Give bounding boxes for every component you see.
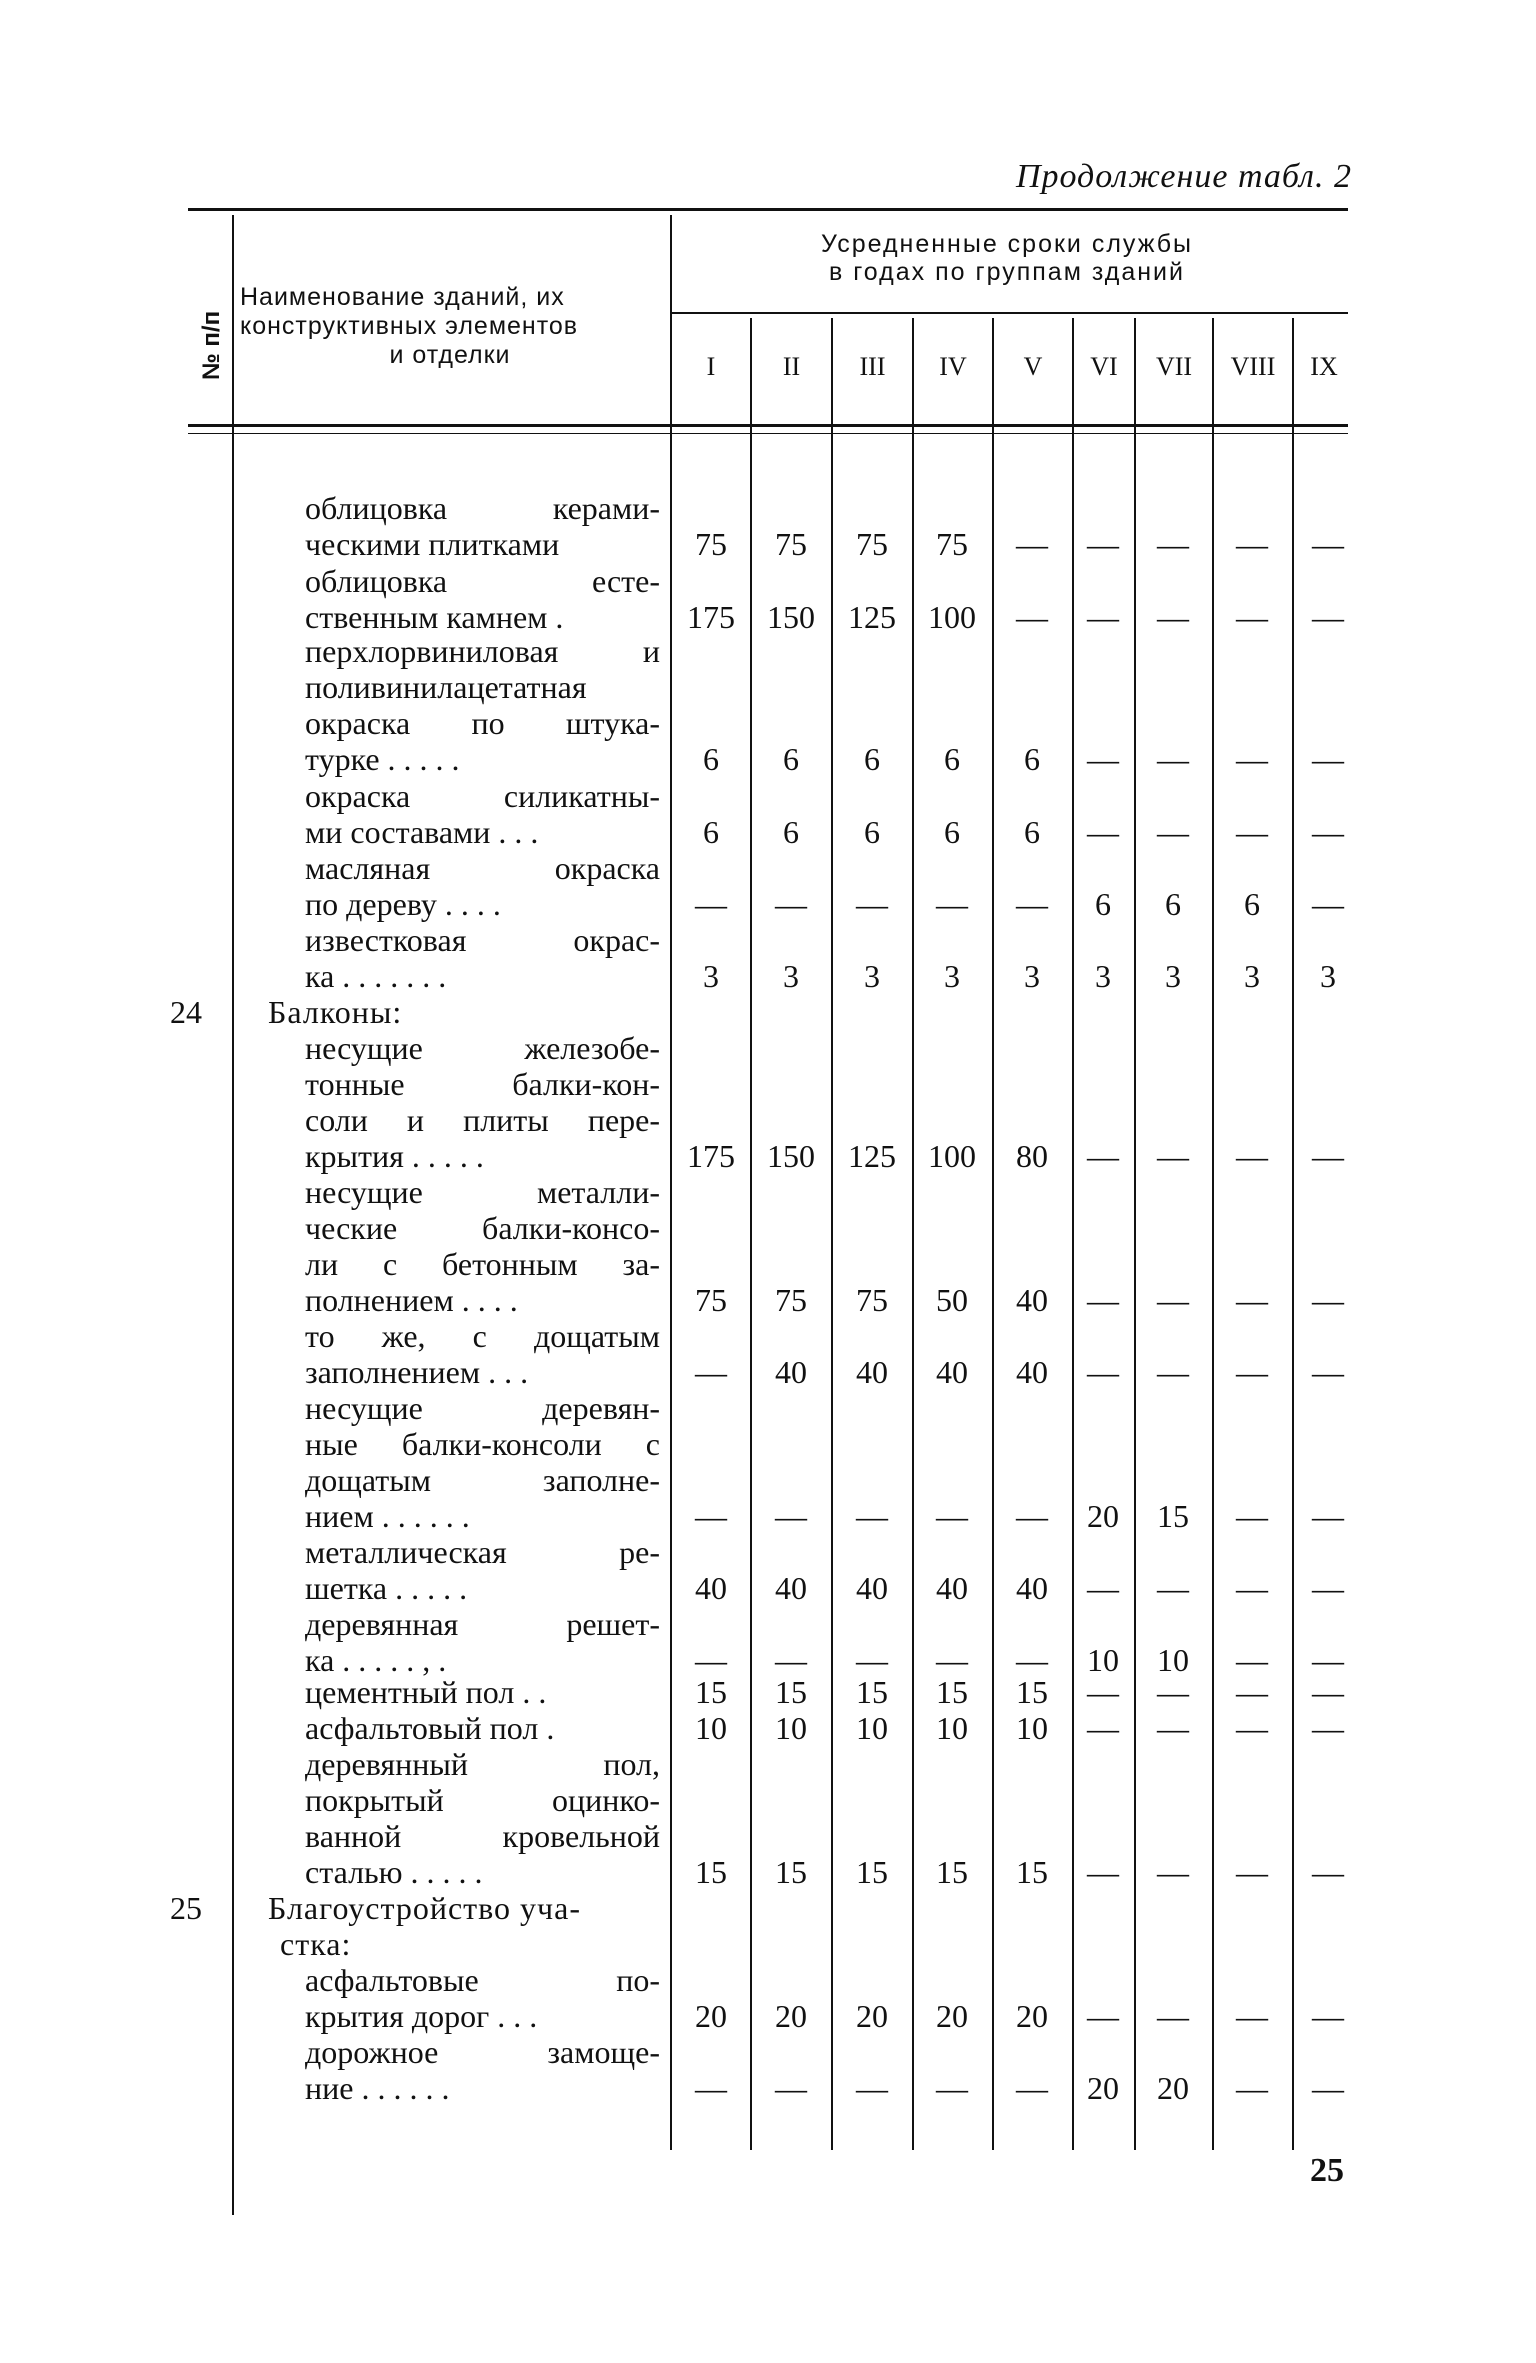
table-cell-value: 75: [775, 1282, 807, 1318]
table-cell-value: 6: [864, 741, 880, 777]
name-line: несущие деревян-: [305, 1390, 660, 1426]
table-row-name: [305, 490, 660, 562]
name-line: соли и плиты пере-: [305, 1102, 660, 1138]
table-cell-value: —: [1236, 1498, 1268, 1534]
table-cell-value: 80: [1016, 1138, 1048, 1174]
table-cell-value: 100: [928, 599, 976, 635]
name-line: сталью . . . . .: [305, 1854, 483, 1890]
name-line: ка . . . . . , .: [305, 1642, 447, 1678]
table-cell-value: 15: [775, 1674, 807, 1710]
table-cell-value: 40: [695, 1570, 727, 1606]
table-cell-value: 6: [864, 814, 880, 850]
table-cell-value: 6: [944, 814, 960, 850]
name-header-line: конструктивных элементов: [240, 312, 579, 340]
table-cell-value: —: [1157, 1354, 1189, 1390]
section-title-line: стка:: [280, 1926, 352, 1962]
table-cell-value: —: [1157, 1138, 1189, 1174]
table-cell-value: 75: [775, 526, 807, 562]
name-line: ческие балки-консо-: [305, 1210, 660, 1246]
name-line: асфальтовые по-: [305, 1962, 660, 1998]
name-line: нием . . . . . .: [305, 1498, 470, 1534]
table-cell-value: —: [1236, 1282, 1268, 1318]
service-life-line: в годах по группам зданий: [829, 258, 1185, 286]
table-cell-value: 10: [936, 1710, 968, 1746]
table-cell-value: 10: [695, 1710, 727, 1746]
table-row-name: [305, 1174, 660, 1318]
table-cell-value: 3: [1024, 958, 1040, 994]
table-cell-value: 15: [695, 1674, 727, 1710]
table-cell-value: —: [1157, 1674, 1189, 1710]
name-line: шетка . . . . .: [305, 1570, 468, 1606]
header-bottom-rule: [188, 424, 1348, 427]
table-cell-value: 6: [1165, 886, 1181, 922]
table-cell-value: —: [695, 886, 727, 922]
table-cell-value: 6: [1095, 886, 1111, 922]
name-line: несущие металли-: [305, 1174, 660, 1210]
name-line: ческими плитками: [305, 526, 560, 562]
table-cell-value: 6: [1024, 741, 1040, 777]
table-row-name: [305, 1390, 660, 1534]
table-cell-value: —: [1312, 1854, 1344, 1890]
table-cell-value: —: [775, 1498, 807, 1534]
table-cell-value: —: [1087, 1674, 1119, 1710]
table-cell-value: —: [1087, 814, 1119, 850]
table-cell-value: 3: [1165, 958, 1181, 994]
table-cell-value: —: [1236, 526, 1268, 562]
table-cell-value: 15: [936, 1854, 968, 1890]
header-bottom-rule-2: [188, 433, 1348, 434]
col-divider-3: [912, 318, 914, 2150]
table-cell-value: 40: [1016, 1354, 1048, 1390]
table-cell-value: —: [1087, 1998, 1119, 2034]
table-cell-value: 6: [944, 741, 960, 777]
table-cell-value: 15: [775, 1854, 807, 1890]
table-cell-value: —: [1157, 1282, 1189, 1318]
table-cell-value: —: [1312, 1710, 1344, 1746]
table-cell-value: —: [1312, 1498, 1344, 1534]
table-row-name: [305, 922, 660, 994]
table-cell-value: 20: [936, 1998, 968, 2034]
table-cell-value: —: [1157, 741, 1189, 777]
table-cell-value: —: [1236, 741, 1268, 777]
name-line: облицовка есте-: [305, 563, 660, 599]
table-cell-value: —: [1016, 1498, 1048, 1534]
table-cell-value: —: [1312, 741, 1344, 777]
table-row-name: [305, 1710, 660, 1746]
group-header-rule: [672, 312, 1348, 314]
table-cell-value: 6: [783, 814, 799, 850]
table-cell-value: 3: [703, 958, 719, 994]
name-header-line: и отделки: [389, 341, 511, 369]
table-cell-value: —: [1157, 599, 1189, 635]
table-cell-value: 3: [864, 958, 880, 994]
table-cell-value: 20: [1157, 2070, 1189, 2106]
table-cell-value: 175: [687, 599, 735, 635]
table-cell-value: 15: [856, 1854, 888, 1890]
col-divider-7: [1212, 318, 1214, 2150]
name-line: деревянная решет-: [305, 1606, 660, 1642]
table-row-name: [305, 1674, 660, 1710]
table-cell-value: 15: [695, 1854, 727, 1890]
table-cell-value: 40: [936, 1354, 968, 1390]
table-cell-value: —: [1157, 1854, 1189, 1890]
group-header-V: V: [1023, 352, 1043, 381]
name-line: дорожное замоще-: [305, 2034, 660, 2070]
table-row-name: [305, 633, 660, 777]
table-row-name: [305, 1962, 660, 2034]
table-cell-value: 40: [775, 1570, 807, 1606]
row-number-header: № п/п: [198, 310, 225, 380]
name-line: крытия . . . . .: [305, 1138, 484, 1174]
table-row-name: [305, 850, 660, 922]
table-cell-value: —: [775, 886, 807, 922]
name-line: покрытый оцинко-: [305, 1782, 660, 1818]
name-line: асфальтовый пол .: [305, 1710, 555, 1746]
name-line: окраска по штука-: [305, 705, 660, 741]
table-cell-value: 6: [783, 741, 799, 777]
group-header-IX: IX: [1310, 352, 1338, 381]
table-cell-value: 40: [1016, 1282, 1048, 1318]
name-line: заполнением . . .: [305, 1354, 529, 1390]
continuation-label: Продолжение табл. 2: [1015, 158, 1352, 195]
table-cell-value: 3: [783, 958, 799, 994]
table-cell-value: —: [1236, 599, 1268, 635]
section-title-line: Благоустройство уча-: [268, 1890, 581, 1926]
table-cell-value: —: [1312, 1642, 1344, 1678]
table-row-name: [305, 2034, 660, 2106]
name-line: поливинилацетатная: [305, 669, 587, 705]
name-line: деревянный пол,: [305, 1746, 660, 1782]
service-life-line: Усредненные сроки службы: [820, 230, 1193, 258]
table-cell-value: —: [856, 886, 888, 922]
name-column-header: [240, 283, 660, 370]
table-cell-value: —: [1087, 1354, 1119, 1390]
table-cell-value: —: [1312, 1674, 1344, 1710]
table-top-rule: [188, 208, 1348, 211]
name-line: несущие железобе-: [305, 1030, 660, 1066]
name-line: известковая окрас-: [305, 922, 660, 958]
table-cell-value: 150: [767, 1138, 815, 1174]
col-divider-2: [831, 318, 833, 2150]
table-cell-value: 20: [695, 1998, 727, 2034]
name-line: металлическая ре-: [305, 1534, 660, 1570]
table-cell-value: 10: [1087, 1642, 1119, 1678]
table-cell-value: —: [1016, 599, 1048, 635]
table-cell-value: —: [1312, 1282, 1344, 1318]
table-cell-value: —: [1312, 526, 1344, 562]
table-row-name: [305, 1030, 660, 1174]
table-cell-value: —: [1312, 1998, 1344, 2034]
table-cell-value: —: [1236, 1354, 1268, 1390]
table-cell-value: —: [1087, 526, 1119, 562]
table-cell-value: 40: [856, 1354, 888, 1390]
table-cell-value: —: [1087, 741, 1119, 777]
name-header-line: Наименование зданий, их: [240, 283, 565, 311]
name-line: дощатым заполне-: [305, 1462, 660, 1498]
table-cell-value: 3: [1095, 958, 1111, 994]
table-cell-value: 10: [856, 1710, 888, 1746]
table-cell-value: 125: [848, 1138, 896, 1174]
name-line: ные балки-консоли с: [305, 1426, 660, 1462]
table-cell-value: —: [695, 1498, 727, 1534]
name-col-divider: [670, 215, 672, 2150]
table-row-name: [305, 1746, 660, 1890]
name-line: тонные балки-кон-: [305, 1066, 660, 1102]
table-row-name: [305, 1534, 660, 1606]
table-cell-value: 20: [775, 1998, 807, 2034]
table-row-name: [305, 1606, 660, 1678]
table-cell-value: 15: [1016, 1854, 1048, 1890]
table-cell-value: 100: [928, 1138, 976, 1174]
name-line: ми составами . . .: [305, 814, 539, 850]
name-line: ственным камнем .: [305, 599, 564, 635]
table-row-name: [305, 563, 660, 635]
table-cell-value: —: [1236, 1998, 1268, 2034]
table-row-name: [305, 1318, 660, 1390]
table-cell-value: 40: [1016, 1570, 1048, 1606]
table-cell-value: 20: [1016, 1998, 1048, 2034]
table-cell-value: —: [775, 1642, 807, 1678]
table-cell-value: —: [1236, 814, 1268, 850]
table-cell-value: —: [936, 2070, 968, 2106]
section-title: [268, 994, 402, 1030]
group-header-VII: VII: [1155, 352, 1193, 381]
table-cell-value: —: [775, 2070, 807, 2106]
table-cell-value: 10: [1016, 1710, 1048, 1746]
table-cell-value: —: [1312, 1138, 1344, 1174]
table-cell-value: 6: [703, 814, 719, 850]
table-cell-value: 20: [1087, 2070, 1119, 2106]
table-cell-value: 3: [1244, 958, 1260, 994]
table-cell-value: —: [856, 1642, 888, 1678]
name-line: по дереву . . . .: [305, 886, 501, 922]
table-cell-value: 75: [856, 526, 888, 562]
section-title: [268, 1890, 581, 1962]
table-cell-value: —: [1236, 1710, 1268, 1746]
name-line: облицовка керами-: [305, 490, 660, 526]
group-header-VIII: VIII: [1230, 352, 1276, 381]
table-cell-value: 50: [936, 1282, 968, 1318]
table-cell-value: —: [936, 886, 968, 922]
section-number: 25: [170, 1890, 202, 1926]
table-cell-value: —: [936, 1642, 968, 1678]
table-cell-value: —: [1157, 1710, 1189, 1746]
table-cell-value: —: [1312, 2070, 1344, 2106]
table-cell-value: —: [1312, 1570, 1344, 1606]
group-header-VI: VI: [1090, 352, 1118, 381]
name-line: турке . . . . .: [305, 741, 460, 777]
table-cell-value: —: [1157, 814, 1189, 850]
table-cell-value: 15: [856, 1674, 888, 1710]
table-cell-value: 40: [775, 1354, 807, 1390]
table-cell-value: —: [695, 1354, 727, 1390]
table-cell-value: 40: [856, 1570, 888, 1606]
table-cell-value: 6: [703, 741, 719, 777]
table-cell-value: 75: [856, 1282, 888, 1318]
table-cell-value: 75: [695, 1282, 727, 1318]
table-cell-value: 10: [1157, 1642, 1189, 1678]
table-cell-value: 6: [1024, 814, 1040, 850]
name-line: перхлорвиниловая и: [305, 633, 660, 669]
name-line: масляная окраска: [305, 850, 660, 886]
table-cell-value: —: [856, 2070, 888, 2106]
table-cell-value: —: [1016, 886, 1048, 922]
group-header-III: III: [859, 352, 886, 381]
section-number: 24: [170, 994, 202, 1030]
table-cell-value: —: [1016, 2070, 1048, 2106]
name-line: ли с бетонным за-: [305, 1246, 660, 1282]
name-line: крытия дорог . . .: [305, 1998, 538, 2034]
table-cell-value: —: [1087, 1138, 1119, 1174]
table-cell-value: —: [695, 1642, 727, 1678]
group-header-II: II: [782, 352, 801, 381]
name-line: цементный пол . .: [305, 1674, 547, 1710]
table-cell-value: 15: [1016, 1674, 1048, 1710]
table-cell-value: 175: [687, 1138, 735, 1174]
table-cell-value: 150: [767, 599, 815, 635]
table-row-name: [305, 778, 660, 850]
table-cell-value: —: [1087, 1570, 1119, 1606]
group-header-IV: IV: [939, 352, 967, 381]
table-cell-value: —: [1312, 814, 1344, 850]
table-cell-value: —: [1157, 526, 1189, 562]
table-cell-value: 20: [1087, 1498, 1119, 1534]
name-line: ванной кровельной: [305, 1818, 660, 1854]
name-line: то же, с дощатым: [305, 1318, 660, 1354]
table-cell-value: 125: [848, 599, 896, 635]
table-cell-value: —: [1312, 599, 1344, 635]
table-cell-value: —: [1157, 1570, 1189, 1606]
table-cell-value: —: [1087, 1854, 1119, 1890]
table-cell-value: 15: [936, 1674, 968, 1710]
table-cell-value: —: [856, 1498, 888, 1534]
table-cell-value: 3: [1320, 958, 1336, 994]
page-number: 25: [1310, 2152, 1344, 2189]
table-cell-value: —: [1312, 1354, 1344, 1390]
table-cell-value: —: [1312, 886, 1344, 922]
table-cell-value: 15: [1157, 1498, 1189, 1534]
table-cell-value: —: [1157, 1998, 1189, 2034]
table-cell-value: —: [1087, 1282, 1119, 1318]
table-cell-value: —: [1236, 2070, 1268, 2106]
name-line: ние . . . . . .: [305, 2070, 450, 2106]
col-divider-4: [992, 318, 994, 2150]
table-cell-value: 40: [936, 1570, 968, 1606]
service-life-header: [672, 230, 1342, 286]
table-cell-value: —: [1236, 1674, 1268, 1710]
name-line: ка . . . . . . .: [305, 958, 447, 994]
col-divider-1: [750, 318, 752, 2150]
table-cell-value: —: [1016, 1642, 1048, 1678]
table-cell-value: 6: [1244, 886, 1260, 922]
table-cell-value: —: [1016, 526, 1048, 562]
group-header-I: I: [706, 352, 716, 381]
section-title-line: Балконы:: [268, 994, 403, 1030]
table-cell-value: 75: [936, 526, 968, 562]
table-cell-value: —: [695, 2070, 727, 2106]
name-line: окраска силикатны-: [305, 778, 660, 814]
table-cell-value: —: [1236, 1570, 1268, 1606]
table-cell-value: —: [936, 1498, 968, 1534]
name-line: полнением . . . .: [305, 1282, 518, 1318]
table-cell-value: —: [1236, 1854, 1268, 1890]
table-cell-value: 20: [856, 1998, 888, 2034]
table-cell-value: 75: [695, 526, 727, 562]
table-cell-value: —: [1236, 1642, 1268, 1678]
table-cell-value: 10: [775, 1710, 807, 1746]
num-col-divider: [232, 215, 234, 2215]
table-cell-value: —: [1236, 1138, 1268, 1174]
table-cell-value: —: [1087, 1710, 1119, 1746]
table-cell-value: —: [1087, 599, 1119, 635]
table-cell-value: 3: [944, 958, 960, 994]
